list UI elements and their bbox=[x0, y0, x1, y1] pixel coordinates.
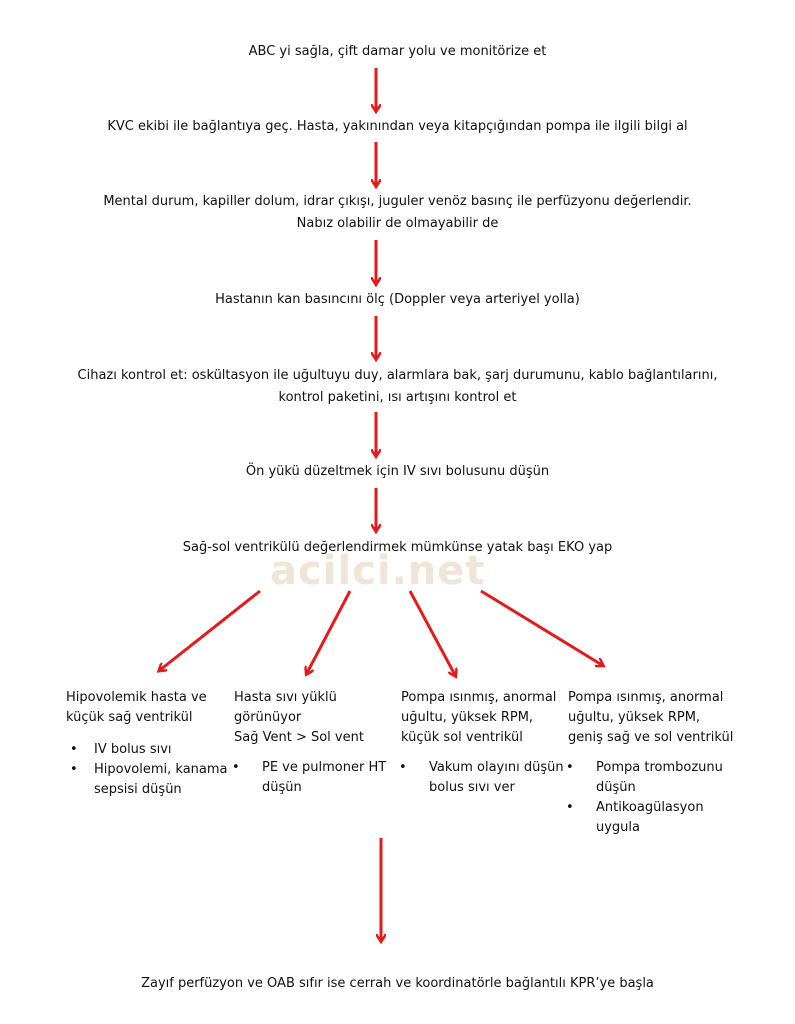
arrow-branch-1 bbox=[160, 591, 260, 670]
branch-suction-event bbox=[401, 688, 566, 798]
list-item: • Antikoagülasyon uygula bbox=[566, 800, 704, 835]
branch-heading: Hasta sıvı yüklü görünüyor Sağ Vent > Sol vent bbox=[234, 690, 364, 745]
branch-hypovolemic bbox=[66, 688, 236, 800]
arrow-branch-4 bbox=[481, 591, 602, 665]
step-6: Ön yükü düzeltmek için IV sıvı bolusunu düşün bbox=[245, 464, 550, 479]
step-2: KVC ekibi ile bağlantıya geç. Hasta, yakınından veya kitapçığından pompa ile ilgili bilgi al bbox=[107, 119, 688, 134]
list-item: • Pompa trombozunu düşün bbox=[566, 760, 723, 795]
step-1: ABC yi sağla, çift damar yolu ve monitörize et bbox=[248, 44, 547, 59]
branch-heading: Pompa ısınmış, anormal uğultu, yüksek RPM, küçük sol ventrikül bbox=[401, 690, 557, 745]
arrow-branch-3 bbox=[410, 591, 455, 675]
branch-heading: Pompa ısınmış, anormal uğultu, yüksek RPM, geniş sağ ve sol ventrikül bbox=[568, 690, 734, 745]
list-item: • Hipovolemi, kanama sepsisi düşün bbox=[70, 762, 228, 797]
bullet-icon: • bbox=[566, 760, 574, 775]
step-4: Hastanın kan basıncını ölç (Doppler veya arteriyel yolla) bbox=[215, 292, 580, 307]
step-3-line-1: Mental durum, kapiller dolum, idrar çıkışı, juguler venöz basınç ile perfüzyonu değerlendir. bbox=[103, 194, 692, 209]
arrow-branch-2 bbox=[307, 591, 350, 673]
step-5-line-2: kontrol paketini, ısı artışını kontrol et bbox=[278, 390, 517, 405]
list-item: • IV bolus sıvı bbox=[66, 740, 236, 760]
watermark: acilci.net bbox=[270, 548, 486, 594]
step-7: Sağ-sol ventrikülü değerlendirmek mümkünse yatak başı EKO yap bbox=[182, 540, 613, 555]
branch-fluid-overload bbox=[234, 688, 394, 798]
final-step: Zayıf perfüzyon ve OAB sıfır ise cerrah ve koordinatörle bağlantılı KPR’ye başla bbox=[141, 976, 654, 991]
bullet-icon: • bbox=[70, 762, 78, 777]
bullet-icon: • bbox=[232, 760, 240, 775]
step-5-line-1: Cihazı kontrol et: oskültasyon ile uğultuyu duy, alarmlara bak, şarj durumunu, kablo bağlantılarını, bbox=[77, 368, 718, 383]
bullet-icon: • bbox=[566, 800, 574, 815]
list-item: • PE ve pulmoner HT düşün bbox=[232, 760, 387, 795]
bullet-icon: • bbox=[399, 760, 407, 775]
branch-heading: Hipovolemik hasta ve küçük sağ ventrikül bbox=[66, 690, 207, 725]
list-item: • Vakum olayını düşün bolus sıvı ver bbox=[399, 760, 564, 795]
step-3-line-2: Nabız olabilir de olmayabilir de bbox=[296, 216, 499, 231]
bullet-icon: • bbox=[70, 742, 78, 757]
branch-pump-thrombosis bbox=[568, 688, 743, 838]
